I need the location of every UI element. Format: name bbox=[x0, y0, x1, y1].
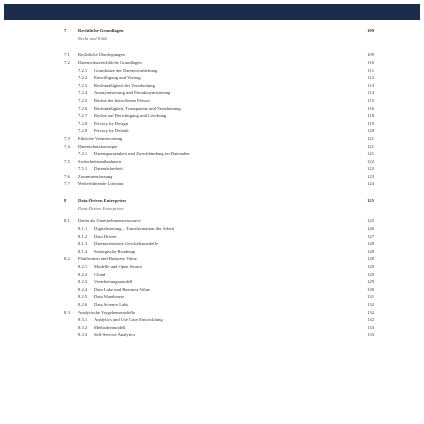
entry-page-number: 109 bbox=[367, 28, 374, 33]
entry-title: Digitalisierung – Transformation der Arbeit bbox=[94, 226, 175, 232]
entry-number: 7.2.5 bbox=[78, 97, 88, 103]
entry-number: 8.1.1 bbox=[78, 226, 88, 232]
entry-title: Anonymisierung und Pseudonymisierung bbox=[94, 90, 171, 96]
toc-entry[interactable] bbox=[64, 120, 374, 128]
entry-page-number: 121 bbox=[367, 135, 374, 141]
entry-title: Datensicherheit bbox=[94, 166, 123, 172]
entry-page-number: 123 bbox=[367, 173, 374, 179]
entry-title: Data Driven bbox=[94, 233, 117, 239]
entry-page-number: 133 bbox=[367, 324, 374, 330]
entry-number: 8.1.4 bbox=[78, 248, 88, 254]
entry-number: 7.2.8 bbox=[78, 120, 88, 126]
entry-page-number: 120 bbox=[367, 128, 374, 134]
entry-title: Plattformen und Business Value bbox=[78, 256, 137, 262]
entry-title: Datenorientierte Geschäftsmodelle bbox=[94, 241, 158, 247]
entry-title: Zusammenfassung bbox=[78, 173, 113, 179]
entry-number: 8.2.1 bbox=[78, 264, 88, 270]
entry-number: 8.3.3 bbox=[78, 332, 88, 338]
entry-title: Recht und Ethik bbox=[78, 35, 108, 41]
entry-number: 8.2.2 bbox=[78, 271, 88, 277]
entry-title: Data Science Labs bbox=[94, 302, 129, 307]
toc-entry[interactable] bbox=[64, 316, 374, 324]
entry-number: 8.1.2 bbox=[78, 233, 88, 239]
entry-page-number: 125 bbox=[367, 218, 374, 224]
entry-page-number: 116 bbox=[367, 105, 374, 111]
toc-entry[interactable] bbox=[64, 331, 374, 339]
entry-title: Data-Driven Enterprises bbox=[78, 198, 127, 204]
entry-title: Rechte auf Berichtigung und Löschung bbox=[94, 113, 167, 119]
entry-page-number: 129 bbox=[367, 271, 374, 277]
entry-page-number: 124 bbox=[367, 181, 374, 187]
entry-number: 8.2.3 bbox=[78, 279, 88, 285]
entry-number: 7.2.1 bbox=[78, 67, 88, 73]
entry-title: Weiterführende Literatur bbox=[78, 181, 124, 187]
entry-title: Rechtmäßigkeit, Transparenz und Verarbeitung bbox=[94, 105, 181, 111]
toc-entry[interactable] bbox=[64, 127, 374, 135]
toc-entry[interactable] bbox=[64, 150, 374, 158]
toc-entry[interactable] bbox=[64, 97, 374, 105]
toc-entry[interactable] bbox=[64, 309, 374, 317]
entry-number: 7.2.6 bbox=[78, 105, 88, 111]
toc-entry[interactable] bbox=[64, 255, 374, 263]
entry-number: 7.6 bbox=[64, 173, 70, 179]
toc-entry[interactable] bbox=[64, 51, 374, 59]
entry-title: Strategische Roadmap bbox=[94, 248, 136, 254]
entry-title: Rechtliche Grundlagen bbox=[78, 28, 124, 33]
entry-page-number: 111 bbox=[367, 67, 374, 73]
toc-entry[interactable] bbox=[64, 217, 374, 225]
entry-page-number: 122 bbox=[367, 158, 374, 164]
entry-page-number: 130 bbox=[367, 286, 374, 292]
toc-subtitle bbox=[64, 35, 374, 43]
toc-entry[interactable] bbox=[64, 165, 374, 173]
entry-page-number: 118 bbox=[367, 113, 374, 119]
toc-entry[interactable] bbox=[64, 263, 374, 271]
entry-number: 7.2.3 bbox=[78, 82, 88, 88]
entry-page-number: 129 bbox=[367, 279, 374, 285]
entry-page-number: 133 bbox=[367, 332, 374, 338]
toc-entry[interactable] bbox=[64, 74, 374, 82]
entry-title: Analytische Vorgehensmodelle bbox=[78, 309, 136, 315]
entry-page-number: 132 bbox=[367, 302, 374, 307]
toc-entry[interactable] bbox=[64, 240, 374, 248]
entry-title: Grundsätze der Datenverarbeitung bbox=[94, 67, 158, 73]
entry-title: Privacy by Default bbox=[94, 128, 129, 134]
entry-page-number: 110 bbox=[367, 59, 374, 65]
entry-number: 7.2.2 bbox=[78, 75, 88, 81]
toc-entry[interactable] bbox=[64, 173, 374, 181]
toc-entry[interactable] bbox=[64, 158, 374, 166]
entry-number: 8.1.3 bbox=[78, 241, 88, 247]
entry-page-number: 122 bbox=[367, 166, 374, 172]
entry-title: Self-Service Analytics bbox=[94, 332, 136, 338]
entry-number: 8.1 bbox=[64, 218, 70, 224]
entry-page-number: 121 bbox=[367, 151, 374, 157]
entry-page-number: 128 bbox=[367, 248, 374, 254]
toc-entry[interactable] bbox=[64, 233, 374, 241]
entry-number: 7.5.1 bbox=[78, 166, 88, 172]
entry-number: 7.5 bbox=[64, 158, 70, 164]
entry-title: Datenschutzrechtliche Grundlagen bbox=[78, 59, 142, 65]
toc-entry[interactable] bbox=[64, 180, 374, 188]
toc-entry[interactable] bbox=[64, 112, 374, 120]
entry-title: Datensparsamkeit und Zweckbindung im Datenalter bbox=[94, 151, 190, 157]
spacer bbox=[64, 42, 374, 51]
entry-title: Sicherheitsmaßnahmen bbox=[78, 158, 121, 164]
toc-entry[interactable] bbox=[64, 82, 374, 90]
entry-title: Analytics und Use Case Entwicklung bbox=[94, 317, 163, 323]
entry-number: 8.3.1 bbox=[78, 317, 88, 323]
entry-page-number: 126 bbox=[367, 226, 374, 232]
entry-title: Privacy by Design bbox=[94, 120, 128, 126]
entry-title: Methodenmodell bbox=[94, 324, 126, 330]
entry-title: Einwilligung und Vertrag bbox=[94, 75, 141, 81]
entry-page-number: 131 bbox=[367, 294, 374, 300]
toc-entry[interactable] bbox=[64, 143, 374, 151]
entry-number: 8.3 bbox=[64, 309, 70, 315]
entry-number: 7 bbox=[64, 28, 67, 33]
entry-page-number: 119 bbox=[367, 120, 374, 126]
entry-number: 7.2 bbox=[64, 59, 70, 65]
entry-title: Daten als Unternehmensressource bbox=[78, 218, 141, 224]
entry-number: 8.2.5 bbox=[78, 294, 88, 300]
toc-entry[interactable] bbox=[64, 286, 374, 294]
entry-number: 8.3.2 bbox=[78, 324, 88, 330]
toc-subtitle bbox=[64, 205, 374, 213]
toc-entry[interactable] bbox=[64, 278, 374, 286]
entry-page-number: 114 bbox=[367, 90, 374, 96]
entry-number: 8.2.4 bbox=[78, 286, 88, 292]
toc-chapter[interactable] bbox=[64, 197, 374, 205]
entry-page-number: 112 bbox=[367, 75, 374, 81]
entry-number: 7.3 bbox=[64, 135, 70, 141]
entry-page-number: 115 bbox=[367, 97, 374, 103]
entry-title: Rechtliche Überlegungen bbox=[78, 52, 125, 58]
entry-number: 8.2.6 bbox=[78, 302, 88, 307]
header-bar bbox=[4, 4, 420, 20]
entry-title: Modelle und Open Source bbox=[94, 264, 143, 270]
entry-page-number: 113 bbox=[367, 82, 374, 88]
entry-page-number: 132 bbox=[367, 317, 374, 323]
entry-page-number: 128 bbox=[367, 241, 374, 247]
entry-page-number: 132 bbox=[367, 309, 374, 315]
entry-number: 7.7 bbox=[64, 181, 70, 187]
entry-page-number: 127 bbox=[367, 233, 374, 239]
entry-title: Data-Driven Enterprises bbox=[78, 205, 124, 211]
table-of-contents bbox=[64, 27, 374, 339]
toc-entry[interactable] bbox=[64, 301, 374, 309]
entry-page-number: 129 bbox=[367, 264, 374, 270]
toc-entry[interactable] bbox=[64, 135, 374, 143]
entry-page-number: 125 bbox=[367, 198, 374, 204]
toc-entry[interactable] bbox=[64, 89, 374, 97]
entry-number: 7.2.7 bbox=[78, 113, 88, 119]
entry-number: 7.1 bbox=[64, 52, 70, 58]
toc-entry[interactable] bbox=[64, 271, 374, 279]
entry-title: Datenschutzkonzepte bbox=[78, 143, 118, 149]
entry-page-number: 109 bbox=[367, 52, 374, 58]
entry-title: Cloud bbox=[94, 271, 106, 277]
entry-number: 7.4 bbox=[64, 143, 70, 149]
toc-chapter[interactable] bbox=[64, 27, 374, 35]
entry-page-number: 121 bbox=[367, 143, 374, 149]
entry-title: Rechte der betroffenen Person bbox=[94, 97, 150, 103]
toc-entry[interactable] bbox=[64, 225, 374, 233]
toc-entry[interactable] bbox=[64, 293, 374, 301]
entry-number: 7.2.4 bbox=[78, 90, 88, 96]
entry-title: Data Lake und Business Value bbox=[94, 286, 151, 292]
entry-number: 8.2 bbox=[64, 256, 70, 262]
toc-entry[interactable] bbox=[64, 105, 374, 113]
spacer bbox=[64, 188, 374, 197]
entry-number: 8 bbox=[64, 198, 67, 204]
entry-title: Ethische Verantwortung bbox=[78, 135, 123, 141]
entry-page-number: 128 bbox=[367, 256, 374, 262]
toc-entry[interactable] bbox=[64, 324, 374, 332]
entry-title: Verarbeitungsmodell bbox=[94, 279, 133, 285]
entry-title: Rechtmäßigkeit der Verarbeitung bbox=[94, 82, 155, 88]
entry-number: 7.2.9 bbox=[78, 128, 88, 134]
toc-entry[interactable] bbox=[64, 248, 374, 256]
toc-entry[interactable] bbox=[64, 59, 374, 67]
entry-number: 7.4.1 bbox=[78, 151, 88, 157]
entry-title: Data Warehouse bbox=[94, 294, 125, 300]
toc-entry[interactable] bbox=[64, 67, 374, 75]
